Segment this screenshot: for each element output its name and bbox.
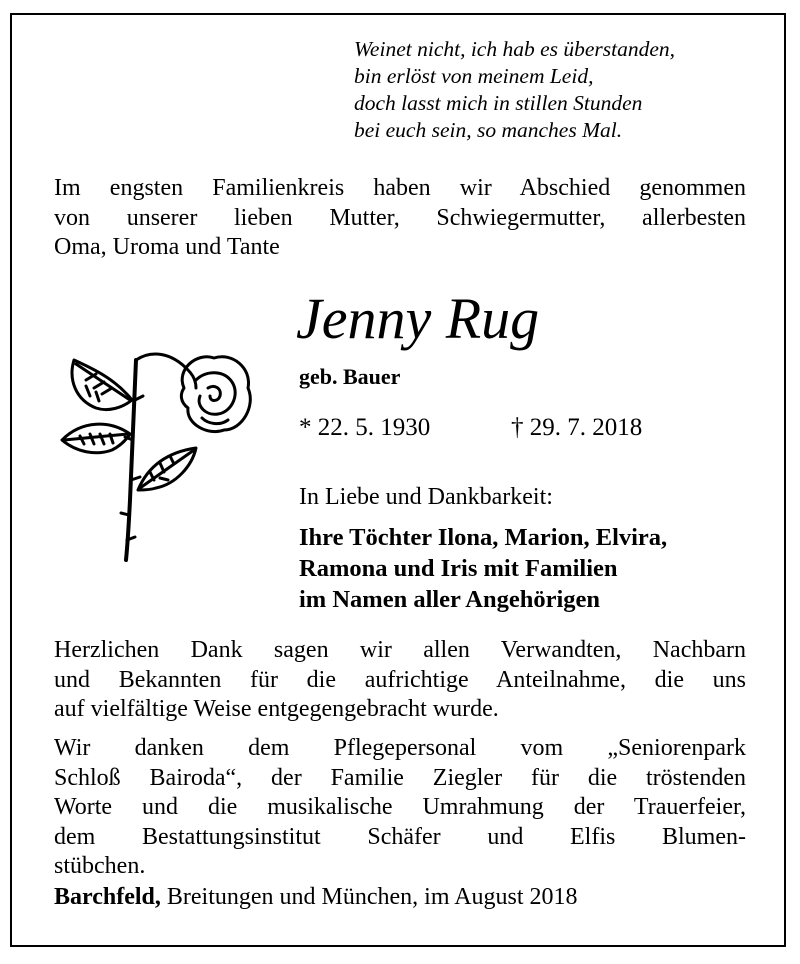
poem-line: bei euch sein, so manches Mal. bbox=[354, 118, 623, 142]
thanks-line: und Bekannten für die aufrichtige Anteilnahme, die uns bbox=[54, 666, 746, 693]
closing-place: Barchfeld, bbox=[54, 884, 161, 910]
birth-name: geb. Bauer bbox=[299, 364, 401, 389]
mourners-line: Ramona und Iris mit Familien bbox=[299, 555, 618, 582]
thanks-line: stübchen. bbox=[54, 853, 146, 879]
poem-verse bbox=[354, 36, 675, 144]
thanks-line: dem Bestattungsinstitut Schäfer und Elfis Blumen- bbox=[54, 823, 746, 850]
poem-line: Weinet nicht, ich hab es überstanden, bbox=[354, 37, 676, 61]
mourners-heading: In Liebe und Dankbarkeit: bbox=[299, 484, 553, 510]
poem-line: doch lasst mich in stillen Stunden bbox=[354, 91, 643, 115]
closing-line bbox=[54, 884, 578, 911]
mourners-line: Ihre Töchter Ilona, Marion, Elvira, bbox=[299, 524, 668, 551]
intro-line: Oma, Uroma und Tante bbox=[54, 234, 280, 260]
deceased-name: Jenny Rug bbox=[296, 286, 540, 351]
death-date: † 29. 7. 2018 bbox=[511, 414, 643, 441]
mourners-line: im Namen aller Angehörigen bbox=[299, 586, 601, 613]
birth-date: * 22. 5. 1930 bbox=[299, 414, 431, 441]
closing-rest: Breitungen und München, im August 2018 bbox=[160, 884, 578, 910]
thanks-paragraph-1 bbox=[54, 636, 746, 725]
intro-line: Im engsten Familienkreis haben wir Abschied genommen bbox=[54, 175, 746, 201]
thanks-line: Wir danken dem Pflegepersonal vom „Seniorenpark bbox=[54, 735, 746, 761]
thanks-line: Herzlichen Dank sagen wir allen Verwandten, Nachbarn bbox=[54, 637, 746, 663]
intro-paragraph bbox=[54, 174, 746, 263]
mourners-list bbox=[299, 522, 667, 615]
thanks-paragraph-2 bbox=[54, 734, 746, 882]
rose-icon bbox=[56, 340, 262, 570]
poem-line: bin erlöst von meinem Leid, bbox=[354, 64, 594, 88]
thanks-line: auf vielfältige Weise entgegengebracht wurde. bbox=[54, 696, 499, 722]
thanks-line: Schloß Bairoda“, der Familie Ziegler für die tröstenden bbox=[54, 764, 746, 791]
intro-line: von unserer lieben Mutter, Schwiegermutter, allerbesten bbox=[54, 204, 746, 231]
thanks-line: Worte und die musikalische Umrahmung der Trauerfeier, bbox=[54, 794, 746, 820]
